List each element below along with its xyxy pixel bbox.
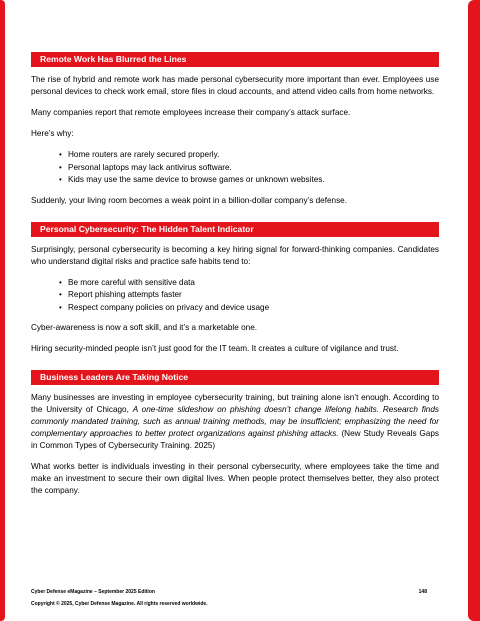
section-heading-remote-work: Remote Work Has Blurred the Lines xyxy=(31,52,439,67)
section-heading-business-leaders: Business Leaders Are Taking Notice xyxy=(31,370,439,385)
bullet-list xyxy=(31,277,439,315)
footer-edition: Cyber Defense eMagazine – September 2025 Edition xyxy=(31,589,155,595)
paragraph: Suddenly, your living room becomes a weak point in a billion-dollar company’s defense. xyxy=(31,195,347,205)
list-item: • Report phishing attempts faster xyxy=(31,289,439,302)
bullet-icon: • xyxy=(59,290,62,299)
bullet-icon: • xyxy=(59,150,62,159)
right-edge-bar xyxy=(468,0,480,621)
paragraph: The rise of hybrid and remote work has made personal cybersecurity more important than ever. Employees use personal devices to check work email, store files in cloud accounts, and attend video calls from home networks. xyxy=(31,75,439,96)
bullet-icon: • xyxy=(59,175,62,184)
quoted-research: A one-time slideshow on phishing doesn’t change lifelong habits. Research finds commonly mandated training, such as annual training methods, may be insufficient; emphasizing the need for complementary approaches to better protect organizations against phishing attacks. xyxy=(31,405,439,438)
bullet-icon: • xyxy=(59,162,62,172)
list-item: • Personal laptops may lack antivirus software. xyxy=(31,162,439,175)
paragraph: Here’s why: xyxy=(31,129,74,138)
page-footer xyxy=(31,589,427,609)
page-number: 148 xyxy=(418,589,427,595)
paragraph: What works better is individuals investing in their personal cybersecurity, where employees take the time and make an investment to secure their own digital lives. When people protect themselves better, they also protect the company. xyxy=(31,462,439,495)
bullet-icon: • xyxy=(59,302,62,312)
list-item: • Respect company policies on privacy and device usage xyxy=(31,302,439,315)
paragraph: Many businesses are investing in employee cybersecurity training, but training alone isn’t enough. According to the University of Chicago, A one-time slideshow on phishing doesn’t change lifelong habits. Research finds commonly mandated training, such as annual training methods, may be insufficient; emphasizing the need for complementary approaches to better protect organizations against phishing attacks. (New Study Reveals Gaps in Common Types of Cybersecurity Training. 2025) xyxy=(31,393,439,450)
paragraph: Hiring security-minded people isn’t just good for the IT team. It creates a culture of vigilance and trust. xyxy=(31,344,399,353)
citation: (New Study Reveals Gaps in Common Types of Cybersecurity Training. 2025) xyxy=(31,429,439,450)
left-edge-bar xyxy=(0,0,5,621)
list-item: • Kids may use the same device to browse games or unknown websites. xyxy=(31,174,439,187)
paragraph: Many companies report that remote employees increase their company’s attack surface. xyxy=(31,108,351,117)
bullet-list xyxy=(31,149,439,187)
paragraph: Surprisingly, personal cybersecurity is becoming a key hiring signal for forward-thinking companies. Candidates who understand digital risks and practice safe habits tend to: xyxy=(31,244,439,266)
bullet-icon: • xyxy=(59,277,62,287)
paragraph: Cyber-awareness is now a soft skill, and it’s a marketable one. xyxy=(31,323,258,332)
article-body xyxy=(31,52,439,497)
section-heading-talent-indicator: Personal Cybersecurity: The Hidden Talent Indicator xyxy=(31,222,439,237)
footer-copyright: Copyright © 2025, Cyber Defense Magazine. All rights reserved worldwide. xyxy=(31,601,208,607)
list-item: • Home routers are rarely secured properly. xyxy=(31,149,439,162)
list-item: • Be more careful with sensitive data xyxy=(31,277,439,290)
